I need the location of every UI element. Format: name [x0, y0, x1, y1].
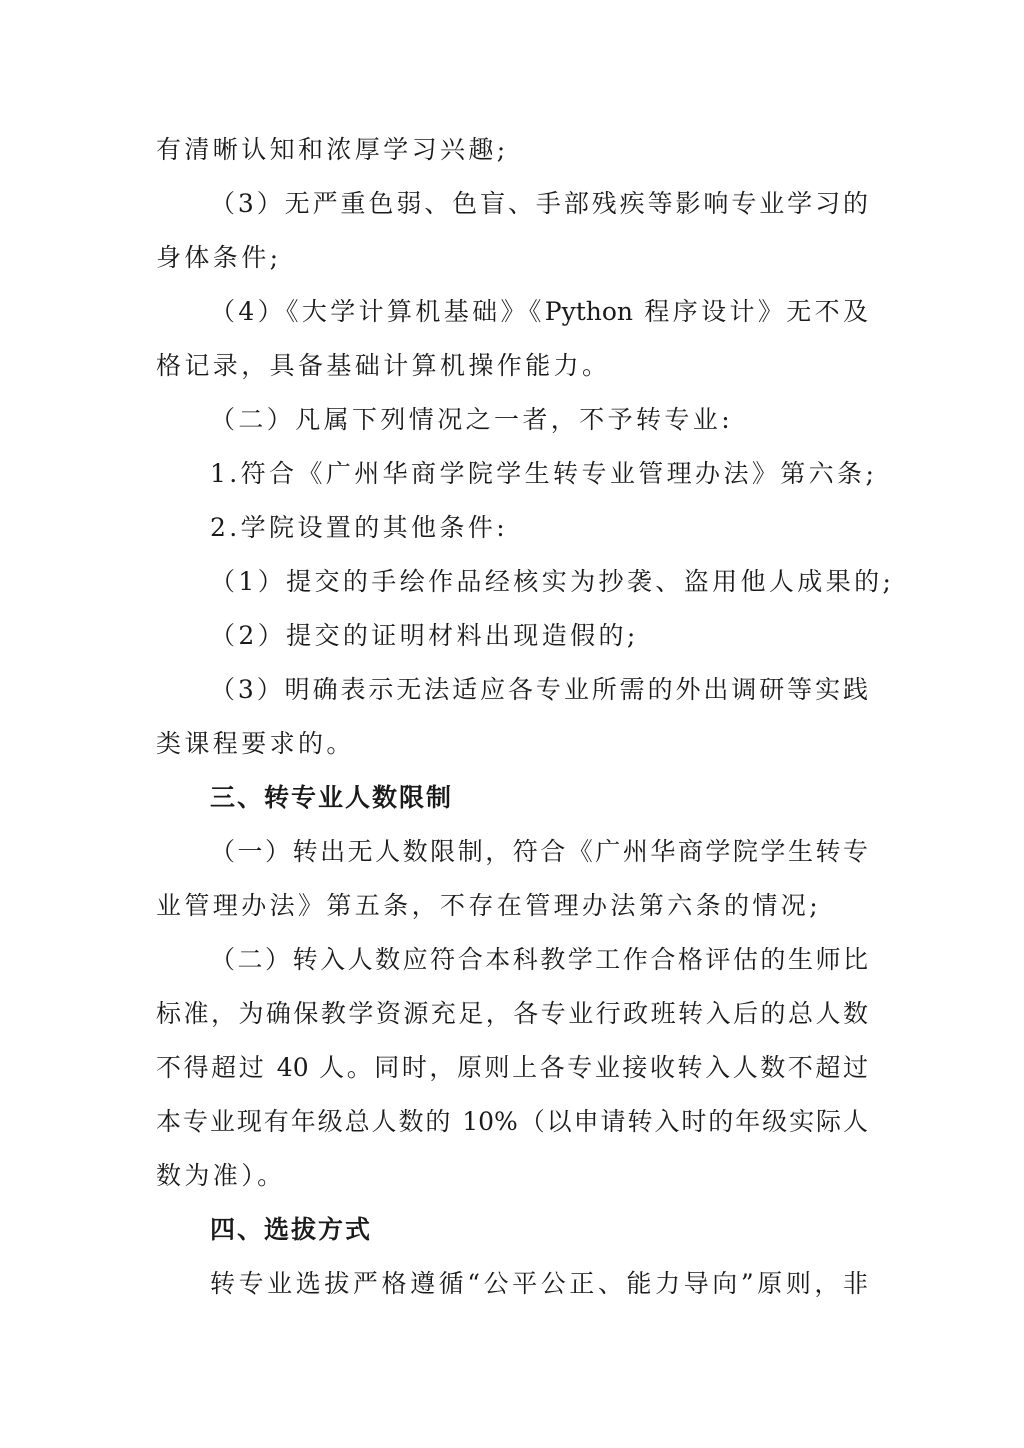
- text-line: 格记录，具备基础计算机操作能力。: [156, 351, 611, 380]
- text-line: 数为准）。: [156, 1161, 286, 1190]
- text-line: （一）转出无人数限制，符合《广州华商学院学生转专: [210, 837, 868, 866]
- text-line: （4）《大学计算机基础》《Python 程序设计》无不及: [210, 297, 868, 326]
- text-line: （1）提交的手绘作品经核实为抄袭、盗用他人成果的;: [210, 567, 895, 596]
- text-line: （3）无严重色弱、色盲、手部残疾等影响专业学习的: [210, 189, 868, 218]
- text-line: 本专业现有年级总人数的 10%（以申请转入时的年级实际人: [156, 1107, 868, 1136]
- text-line: 有清晰认知和浓厚学习兴趣;: [156, 135, 509, 164]
- text-line: 业管理办法》第五条，不存在管理办法第六条的情况;: [156, 891, 822, 920]
- text-line: （二）凡属下列情况之一者，不予转专业:: [210, 405, 734, 434]
- text-line: 转专业选拔严格遵循“公平公正、能力导向”原则，非: [210, 1269, 868, 1298]
- section-heading: 四、选拔方式: [210, 1215, 373, 1244]
- text-line: 不得超过 40 人。同时，原则上各专业接收转入人数不超过: [156, 1053, 868, 1082]
- text-line: 标准，为确保教学资源充足，各专业行政班转入后的总人数: [156, 999, 868, 1028]
- text-line: 1.符合《广州华商学院学生转专业管理办法》第六条;: [210, 459, 878, 488]
- text-line: （二）转入人数应符合本科教学工作合格评估的生师比: [210, 945, 868, 974]
- text-line: （3）明确表示无法适应各专业所需的外出调研等实践: [210, 675, 868, 704]
- text-line: （2）提交的证明材料出现造假的;: [210, 621, 639, 650]
- text-line: 类课程要求的。: [156, 729, 355, 758]
- text-line: 2.学院设置的其他条件:: [210, 513, 509, 542]
- text-line: 身体条件;: [156, 243, 282, 272]
- section-heading: 三、转专业人数限制: [210, 783, 454, 812]
